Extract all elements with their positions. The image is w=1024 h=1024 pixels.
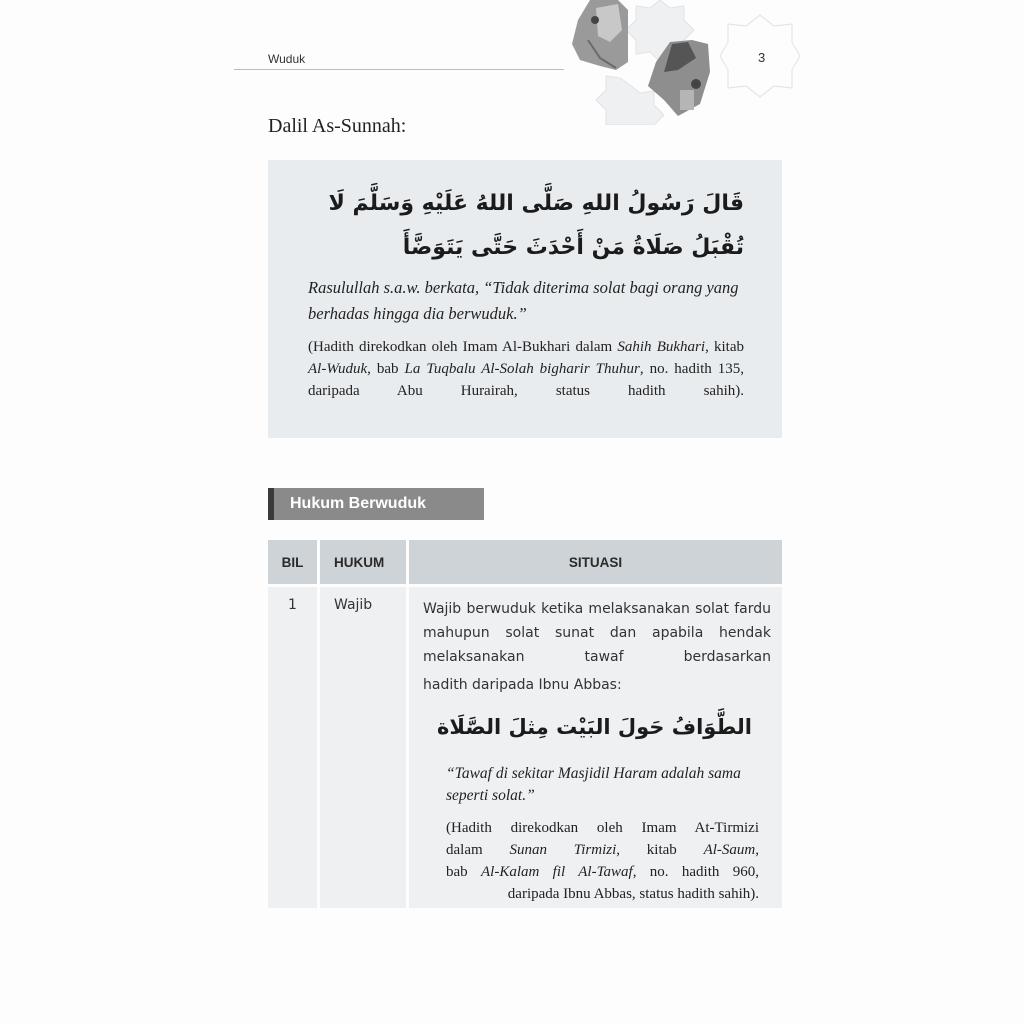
citation-line	[446, 839, 759, 861]
situasi-description: Wajib berwuduk ketika melaksanakan solat fardu mahupun solat sunat dan apabila hendak melaksanakan tawaf berdasarkan	[423, 601, 771, 665]
hadith-quote-box	[268, 160, 782, 438]
hadith-citation	[308, 336, 744, 402]
citation-line	[446, 861, 759, 883]
citation-suffix: , no. hadith 135, daripada Abu Hurairah, status hadith sahih).	[308, 361, 744, 399]
section-label: Dalil As-Sunnah:	[268, 115, 407, 137]
citation-text: , kitab	[616, 842, 704, 858]
tawaf-citation	[446, 817, 759, 905]
column-header-bil: BIL	[268, 540, 317, 584]
citation-kitab: Al-Saum	[703, 842, 756, 858]
arabic-tawaf-hadith: الطَّوَافُ حَولَ البَيْت مِثلَ الصَّلَاة	[437, 715, 752, 739]
table-row	[268, 587, 782, 908]
citation-text: (Hadith direkodkan oleh Imam At-Tirmizi	[446, 820, 759, 836]
hadith-translation: Rasulullah s.a.w. berkata, “Tidak diterima solat bagi orang yang berhadas hingga dia berwuduk.”	[308, 278, 739, 323]
page-number: 3	[758, 50, 766, 65]
citation-book: Sahih Bukhari	[617, 339, 706, 355]
column-header-hukum: HUKUM	[320, 540, 406, 584]
citation-line	[446, 883, 759, 905]
hukum-table	[268, 540, 782, 908]
header-rule	[234, 69, 564, 70]
citation-bab-label: , bab	[367, 361, 405, 377]
cell-hukum: Wajib	[320, 587, 406, 908]
tawaf-translation: “Tawaf di sekitar Masjidil Haram adalah sama seperti solat.”	[446, 765, 741, 804]
citation-text: ,	[755, 842, 759, 858]
citation-kitab-label: , kitab	[705, 339, 744, 355]
citation-bab: La Tuqbalu Al-Solah bigharir Thuhur	[404, 361, 640, 377]
citation-text: bab	[446, 864, 481, 880]
cell-bil: 1	[268, 587, 317, 908]
running-title: Wuduk	[268, 52, 306, 66]
citation-prefix: (Hadith direkodkan oleh Imam Al-Bukhari dalam	[308, 339, 618, 355]
citation-line	[446, 817, 759, 839]
citation-book: Sunan Tirmizi	[509, 842, 617, 858]
column-header-situasi: SITUASI	[409, 540, 782, 584]
situasi-description-last-line: hadith daripada Ibnu Abbas:	[423, 677, 622, 693]
citation-kitab: Al-Wuduk	[308, 361, 368, 377]
citation-text: , no. hadith 960,	[632, 864, 759, 880]
table-header	[268, 540, 782, 584]
arabic-hadith-text: قَالَ رَسُولُ اللهِ صَلَّى اللهُ عَلَيْهِ وَسَلَّمَ لَا تُقْبَلُ صَلَاةُ مَنْ أَحْدَثَ حَتَّى يَتَوَضَّأَ	[328, 191, 744, 260]
hukum-heading: Hukum Berwuduk	[268, 488, 484, 520]
citation-text: daripada Ibnu Abbas, status hadith sahih).	[507, 886, 759, 902]
cell-situasi	[409, 587, 782, 908]
citation-text: dalam	[446, 842, 510, 858]
citation-bab: Al-Kalam fil Al-Tawaf	[481, 864, 633, 880]
